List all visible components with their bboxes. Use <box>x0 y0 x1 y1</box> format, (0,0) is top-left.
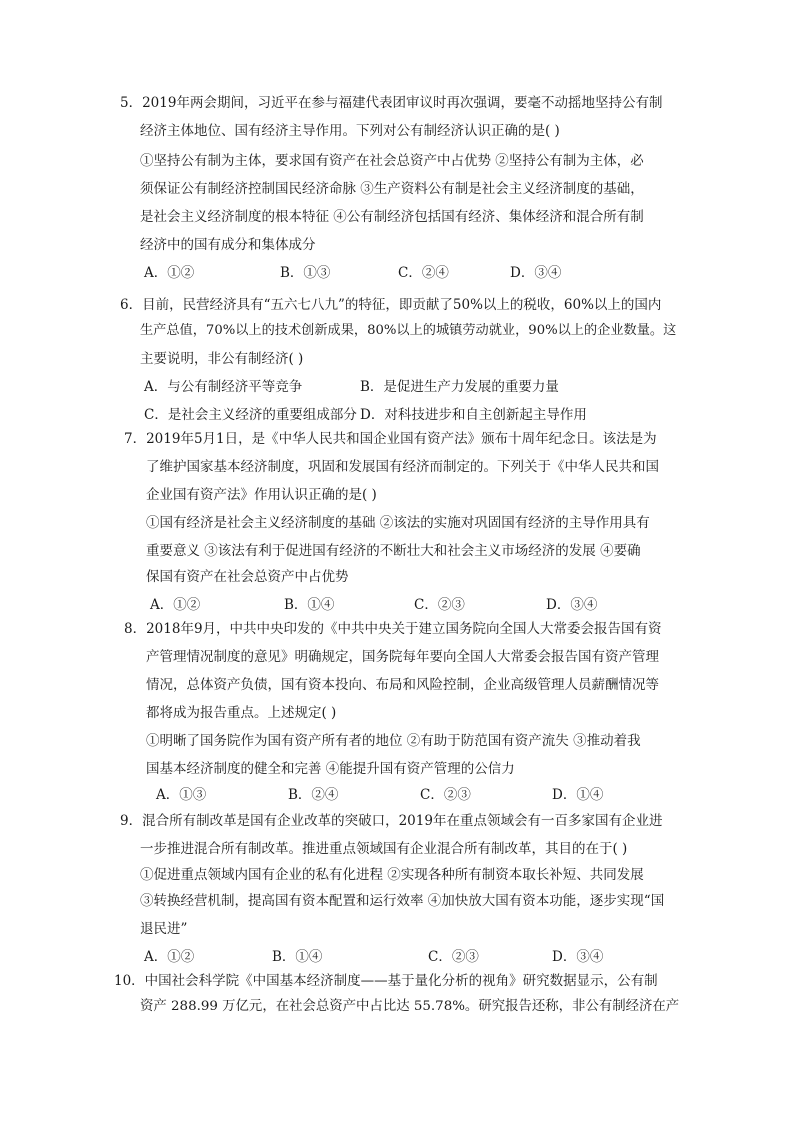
answer-options <box>0 596 794 614</box>
question-stem-line: 6．目前，民营经济具有“五六七八九”的特征，即贡献了50%以上的税收，60%以上的国内 <box>120 297 662 313</box>
statement-line: ①坚持公有制为主体，要求国有资产在社会总资产中占优势 ②坚持公有制为主体，必 <box>140 153 644 169</box>
option-c[interactable]: C．②④ <box>398 265 449 281</box>
question-stem-line: 企业国有资产法》作用认识正确的是( ) <box>146 487 377 503</box>
option-b[interactable]: B．①④ <box>284 597 335 613</box>
option-c[interactable]: C．②③ <box>420 787 471 803</box>
option-b[interactable]: B．②④ <box>288 787 339 803</box>
answer-options <box>0 948 794 966</box>
option-d[interactable]: D．③④ <box>510 265 562 281</box>
option-d[interactable]: D．③④ <box>552 949 604 965</box>
answer-options <box>0 406 794 424</box>
question-stem-line: 生产总值，70%以上的技术创新成果，80%以上的城镇劳动就业，90%以上的企业数量。这 <box>140 323 677 338</box>
question-stem-line: 7．2019年5月1日，是《中华人民共和国企业国有资产法》颁布十周年纪念日。该法是为 <box>124 431 657 447</box>
option-c[interactable]: C．②③ <box>428 949 479 965</box>
question-stem-line: 10．中国社会科学院《中国基本经济制度——基于量化分析的视角》研究数据显示，公有制 <box>114 973 658 989</box>
option-a[interactable]: A．①② <box>144 949 195 965</box>
statement-line: 须保证公有制经济控制国民经济命脉 ③生产资料公有制是社会主义经济制度的基础， <box>140 181 644 197</box>
option-a[interactable]: A．与公有制经济平等竞争 <box>144 379 303 395</box>
option-b[interactable]: B．①③ <box>280 265 331 281</box>
question-stem-line: 5．2019年两会期间，习近平在参与福建代表团审议时再次强调，要毫不动摇地坚持公有制 <box>120 95 663 111</box>
option-a[interactable]: A．①② <box>144 265 195 281</box>
question-stem-line: 一步推进混合所有制改革。推进重点领域国有企业混合所有制改革，其目的在于( ) <box>140 841 628 857</box>
option-b[interactable]: B．是促进生产力发展的重要力量 <box>360 379 559 395</box>
statement-line: 退民进” <box>140 921 188 937</box>
statement-line: ①明晰了国务院作为国有资产所有者的地位 ②有助于防范国有资产流失 ③推动着我 <box>146 733 641 749</box>
question-stem-line: 情况，总体资产负债，国有资本投向、布局和风险控制，企业高级管理人员薪酬情况等 <box>146 677 659 693</box>
answer-options <box>0 786 794 804</box>
option-d[interactable]: D．③④ <box>546 597 598 613</box>
option-d[interactable]: D．对科技进步和自主创新起主导作用 <box>360 407 587 423</box>
statement-line: 国基本经济制度的健全和完善 ④能提升国有资产管理的公信力 <box>146 761 515 777</box>
option-a[interactable]: A．①③ <box>156 787 207 803</box>
statement-line: 保国有资产在社会总资产中占优势 <box>146 569 349 585</box>
question-stem-line: 8．2018年9月，中共中央印发的《中共中央关于建立国务院向全国人大常委会报告国有资 <box>124 621 662 637</box>
statement-line: ①国有经济是社会主义经济制度的基础 ②该法的实施对巩固国有经济的主导作用具有 <box>146 515 650 531</box>
option-c[interactable]: C．是社会主义经济的重要组成部分 <box>144 407 357 423</box>
statement-line: 重要意义 ③该法有利于促进国有经济的不断壮大和社会主义市场经济的发展 ④要确 <box>146 543 641 559</box>
option-c[interactable]: C．②③ <box>414 597 465 613</box>
option-b[interactable]: B．①④ <box>272 949 323 965</box>
statement-line: 经济中的国有成分和集体成分 <box>140 237 316 253</box>
statement-line: ③转换经营机制，提高国有资本配置和运行效率 ④加快放大国有资本功能，逐步实现“国 <box>140 893 665 909</box>
question-stem-line: 主要说明，非公有制经济( ) <box>140 351 304 367</box>
statement-line: 是社会主义经济制度的根本特征 ④公有制经济包括国有经济、集体经济和混合所有制 <box>140 209 644 225</box>
question-stem-line: 经济主体地位、国有经济主导作用。下列对公有制经济认识正确的是( ) <box>140 123 560 139</box>
statement-line: ①促进重点领域内国有企业的私有化进程 ②实现各种所有制资本取长补短、共同发展 <box>140 867 644 883</box>
answer-options <box>0 264 794 282</box>
option-d[interactable]: D．①④ <box>552 787 604 803</box>
option-a[interactable]: A．①② <box>150 597 201 613</box>
question-stem-line: 资产 288.99 万亿元，在社会总资产中占比达 55.78%。研究报告还称，非公有制经济在产 <box>140 999 680 1014</box>
question-stem-line: 都将成为报告重点。上述规定( ) <box>146 705 337 721</box>
question-stem-line: 产管理情况制度的意见》明确规定，国务院每年要向全国人大常委会报告国有资产管理 <box>146 649 659 665</box>
answer-options <box>0 378 794 396</box>
question-stem-line: 了维护国家基本经济制度，巩固和发展国有经济而制定的。下列关于《中华人民共和国 <box>146 459 659 475</box>
question-stem-line: 9．混合所有制改革是国有企业改革的突破口，2019年在重点领域会有一百多家国有企业进 <box>120 813 663 829</box>
